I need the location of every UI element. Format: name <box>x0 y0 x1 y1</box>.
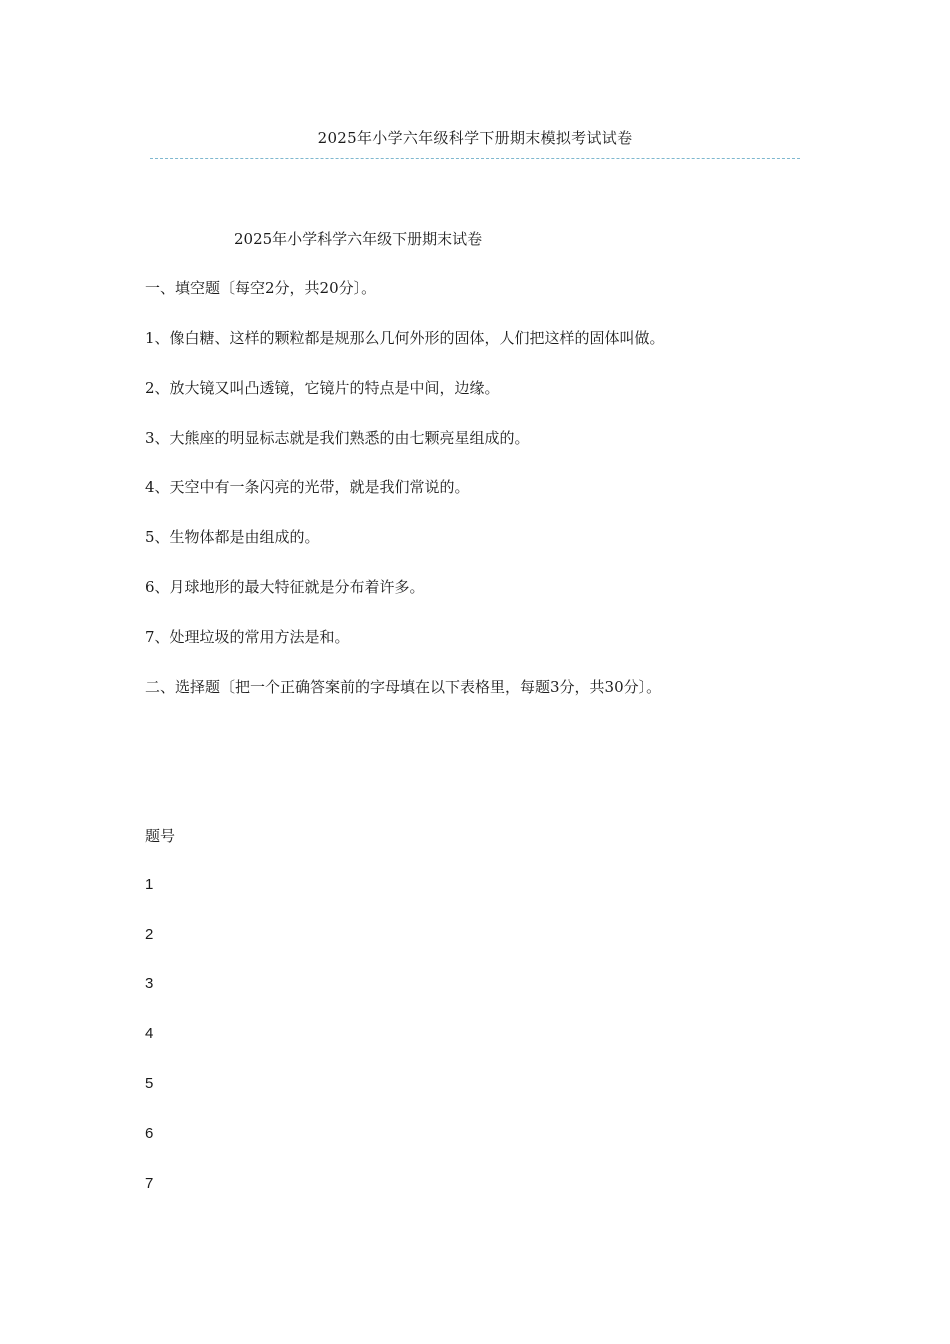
table-number: 1 <box>145 876 154 893</box>
table-header-question-number: 题号 <box>145 827 176 845</box>
question-item: 7、处理垃圾的常用方法是和。 <box>145 628 350 646</box>
question-item: 3、大熊座的明显标志就是我们熟悉的由七颗亮星组成的。 <box>145 429 530 447</box>
question-item: 1、像白糖、这样的颗粒都是规那么几何外形的固体，人们把这样的固体叫做。 <box>145 329 665 347</box>
table-number: 3 <box>145 975 154 992</box>
question-item: 5、生物体都是由组成的。 <box>145 528 320 546</box>
section-heading-multiple-choice: 二、选择题〔把一个正确答案前的字母填在以下表格里，每题3分，共30分〕。 <box>145 678 662 696</box>
section-heading-fill-blank: 一、填空题〔每空2分，共20分〕。 <box>145 279 377 297</box>
table-number: 5 <box>145 1075 154 1092</box>
table-number: 6 <box>145 1125 154 1142</box>
header-divider <box>150 158 800 159</box>
question-item: 6、月球地形的最大特征就是分布着许多。 <box>145 578 425 596</box>
page-header-title: 2025年小学六年级科学下册期末模拟考试试卷 <box>317 129 633 147</box>
question-item: 2、放大镜又叫凸透镜，它镜片的特点是中间，边缘。 <box>145 379 500 397</box>
table-number: 4 <box>145 1025 154 1042</box>
question-item: 4、天空中有一条闪亮的光带，就是我们常说的。 <box>145 478 470 496</box>
document-subtitle: 2025年小学科学六年级下册期末试卷 <box>234 230 483 248</box>
table-number: 2 <box>145 926 154 943</box>
table-number: 7 <box>145 1175 154 1192</box>
